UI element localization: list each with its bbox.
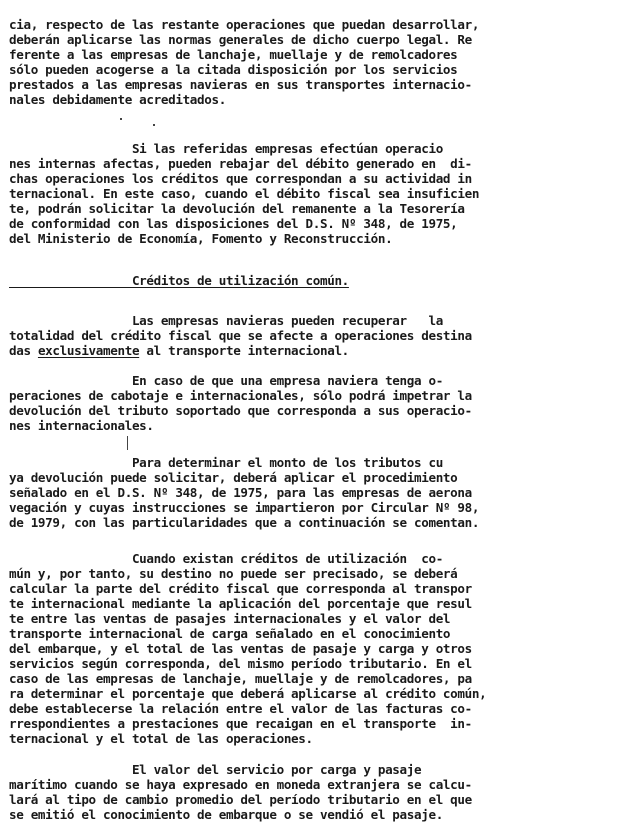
text-line: se emitió el conocimiento de embarque o se vendió el pasaje. — [9, 807, 443, 822]
text-line: vegación y cuyas instrucciones se impartieron por Circular Nº 98, — [9, 500, 480, 515]
text-line: deberán aplicarse las normas generales de dicho cuerpo legal. Re — [9, 32, 472, 47]
text-line: nales debidamente acreditados. — [9, 92, 226, 107]
text-line: de conformidad con las disposiciones del D.S. Nº 348, de 1975, — [9, 216, 458, 231]
text-line: peraciones de cabotaje e internacionales, sólo podrá impetrar la — [9, 388, 472, 403]
scan-speck — [127, 436, 128, 450]
text-line: Las empresas navieras pueden recuperar la — [9, 313, 443, 328]
text-line: ternacional y el total de las operaciones. — [9, 731, 313, 746]
text-line: nes internacionales. — [9, 418, 154, 433]
text-line: te, podrán solicitar la devolución del remanente a la Tesorería — [9, 201, 465, 216]
text-line: marítimo cuando se haya expresado en moneda extranjera se calcu- — [9, 777, 472, 792]
text-line: nes internas afectas, pueden rebajar del débito generado en di- — [9, 156, 472, 171]
text-line: calcular la parte del crédito fiscal que corresponda al transpor — [9, 581, 472, 596]
text-line: transporte internacional de carga señalado en el conocimiento — [9, 626, 451, 641]
text-line: Cuando existan créditos de utilización co- — [9, 551, 443, 566]
text-line: ya devolución puede solicitar, deberá aplicar el procedimiento — [9, 470, 458, 485]
text-line: de 1979, con las particularidades que a continuación se comentan. — [9, 515, 480, 530]
scan-speck — [120, 118, 122, 120]
text-line: del Ministerio de Economía, Fomento y Reconstrucción. — [9, 231, 393, 246]
text-line: te internacional mediante la aplicación del porcentaje que resul — [9, 596, 472, 611]
scan-speck — [153, 124, 155, 126]
text-line: sólo pueden acogerse a la citada disposición por los servicios — [9, 62, 458, 77]
text-line: lará al tipo de cambio promedio del período tributario en el que — [9, 792, 472, 807]
text-line: totalidad del crédito fiscal que se afecte a operaciones destina — [9, 328, 472, 343]
text-line: devolución del tributo soportado que corresponda a sus operacio- — [9, 403, 472, 418]
text-line: te entre las ventas de pasajes internacionales y el valor del — [9, 611, 451, 626]
text-line: ternacional. En este caso, cuando el débito fiscal sea insuficien — [9, 186, 480, 201]
emphasized-word: exclusivamente — [37, 343, 140, 358]
text-line: prestados a las empresas navieras en sus transportes internacio- — [9, 77, 472, 92]
section-heading: Créditos de utilización común. — [9, 273, 349, 288]
text-line: cia, respecto de las restante operaciones que puedan desarrollar, — [9, 17, 480, 32]
text-line: En caso de que una empresa naviera tenga o- — [9, 373, 443, 388]
text-line: ra determinar el porcentaje que deberá aplicarse al crédito común, — [9, 686, 487, 701]
text-line: del embarque, y el total de las ventas de pasaje y carga y otros — [9, 641, 472, 656]
text-line: das exclusivamente al transporte internacional. — [9, 343, 349, 358]
text-line: debe establecerse la relación entre el valor de las facturas co- — [9, 701, 472, 716]
text-line: rrespondientes a prestaciones que recaigan en el transporte in- — [9, 716, 472, 731]
text-line: El valor del servicio por carga y pasaje — [9, 762, 422, 777]
text-line: ferente a las empresas de lanchaje, muellaje y de remolcadores — [9, 47, 458, 62]
text-line: Para determinar el monto de los tributos cu — [9, 455, 443, 470]
text-line: chas operaciones los créditos que correspondan a su actividad in — [9, 171, 472, 186]
text-line: mún y, por tanto, su destino no puede ser precisado, se deberá — [9, 566, 458, 581]
text-line: caso de las empresas de lanchaje, muellaje y de remolcadores, pa — [9, 671, 472, 686]
text-line: Si las referidas empresas efectúan operacio — [9, 141, 443, 156]
text-line: señalado en el D.S. Nº 348, de 1975, para las empresas de aerona — [9, 485, 472, 500]
text-line: servicios según corresponda, del mismo período tributario. En el — [9, 656, 472, 671]
